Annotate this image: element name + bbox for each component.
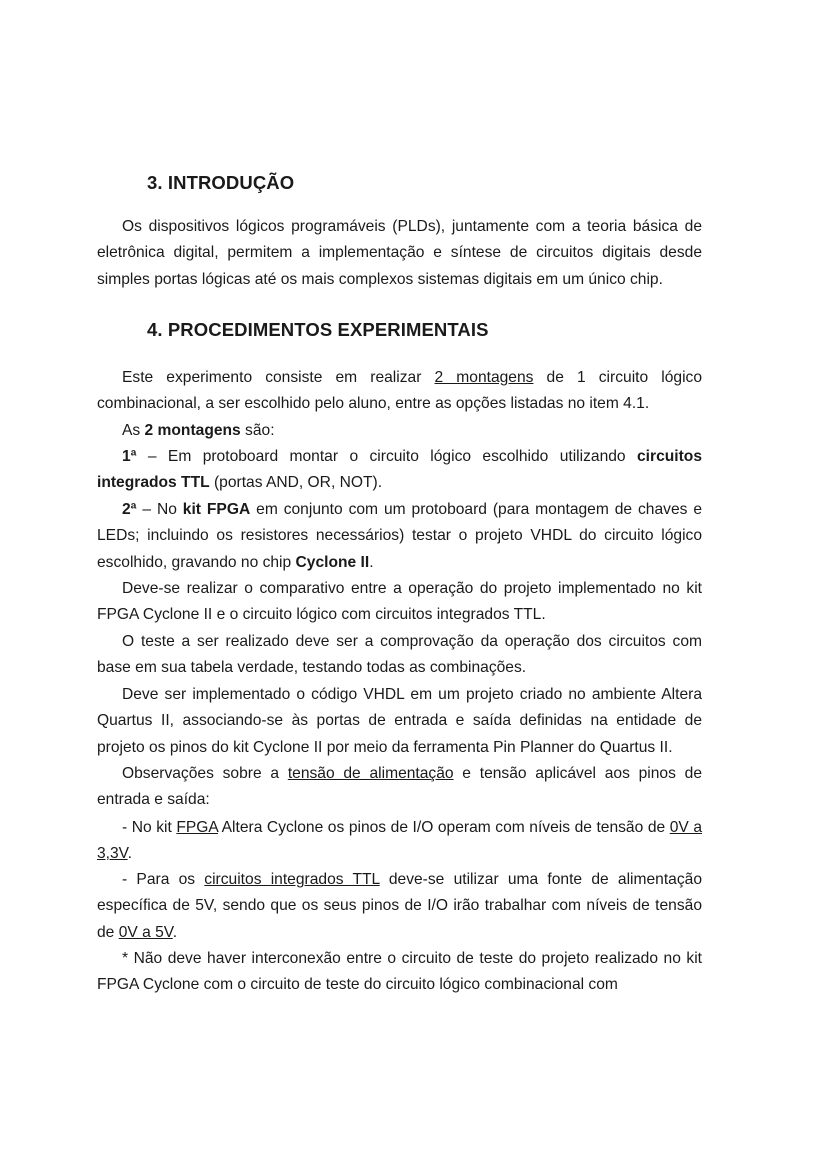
paragraph-montagem-2: 2ª – No kit FPGA em conjunto com um protoboard (para montagem de chaves e LEDs; incluindo os resistores necessários) testar o projeto VHDL do circuito lógico escolhido, gravando no chip Cyclone II. <box>97 501 702 571</box>
section-heading-introducao: 3. INTRODUÇÃO <box>147 172 295 193</box>
paragraph-kit-fpga: - No kit FPGA Altera Cyclone os pinos de I/O operam com níveis de tensão de 0V a 3,3V. <box>97 819 702 863</box>
paragraph-experimento: Este experimento consiste em realizar 2 montagens de 1 circuito lógico combinacional, a ser escolhido pelo aluno, entre as opções listadas no item 4.1. <box>97 369 702 413</box>
underlined-text: 0V a 3,3V <box>97 819 702 863</box>
paragraph-montagem-1: 1ª – Em protoboard montar o circuito lógico escolhido utilizando circuitos integrados TTL (portas AND, OR, NOT). <box>97 448 702 492</box>
underlined-text: tensão de alimentação <box>287 765 454 782</box>
paragraph-ttl: - Para os circuitos integrados TTL deve-se utilizar uma fonte de alimentação específica de 5V, sendo que os seus pinos de I/O irão trabalhar com níveis de tensão de 0V a 5V. <box>97 871 702 941</box>
underlined-text: 2 montagens <box>434 369 534 386</box>
paragraph-observacoes: Observações sobre a tensão de alimentação e tensão aplicável aos pinos de entrada e saída: <box>97 765 702 809</box>
section-heading-procedimentos: 4. PROCEDIMENTOS EXPERIMENTAIS <box>147 319 489 340</box>
paragraph-vhdl: Deve ser implementado o código VHDL em um projeto criado no ambiente Altera Quartus II, associando-se às portas de entrada e saída definidas na entidade de projeto os pinos do kit Cyclone II por meio da ferramenta Pin Planner do Quartus II. <box>97 686 702 756</box>
underlined-text: 0V a 5V <box>118 923 173 941</box>
paragraph-teste: O teste a ser realizado deve ser a comprovação da operação dos circuitos com base em sua tabela verdade, testando todas as combinações. <box>97 633 702 677</box>
paragraph-introducao: Os dispositivos lógicos programáveis (PLDs), juntamente com a teoria básica de eletrônica digital, permitem a implementação e síntese de circuitos digitais desde simples portas lógicas até os mais complexos sistemas digitais em um único chip. <box>97 218 702 288</box>
paragraph-montagens: As 2 montagens são: <box>122 422 275 439</box>
paragraph-interconexao: * Não deve haver interconexão entre o circuito de teste do projeto realizado no kit FPGA Cyclone com o circuito de teste do circuito lógico combinacional com <box>97 950 702 994</box>
underlined-text: FPGA <box>176 819 218 836</box>
paragraph-comparativo: Deve-se realizar o comparativo entre a operação do projeto implementado no kit FPGA Cyclone II e o circuito lógico com circuitos integrados TTL. <box>97 580 702 624</box>
underlined-text: circuitos integrados TTL <box>204 871 380 888</box>
